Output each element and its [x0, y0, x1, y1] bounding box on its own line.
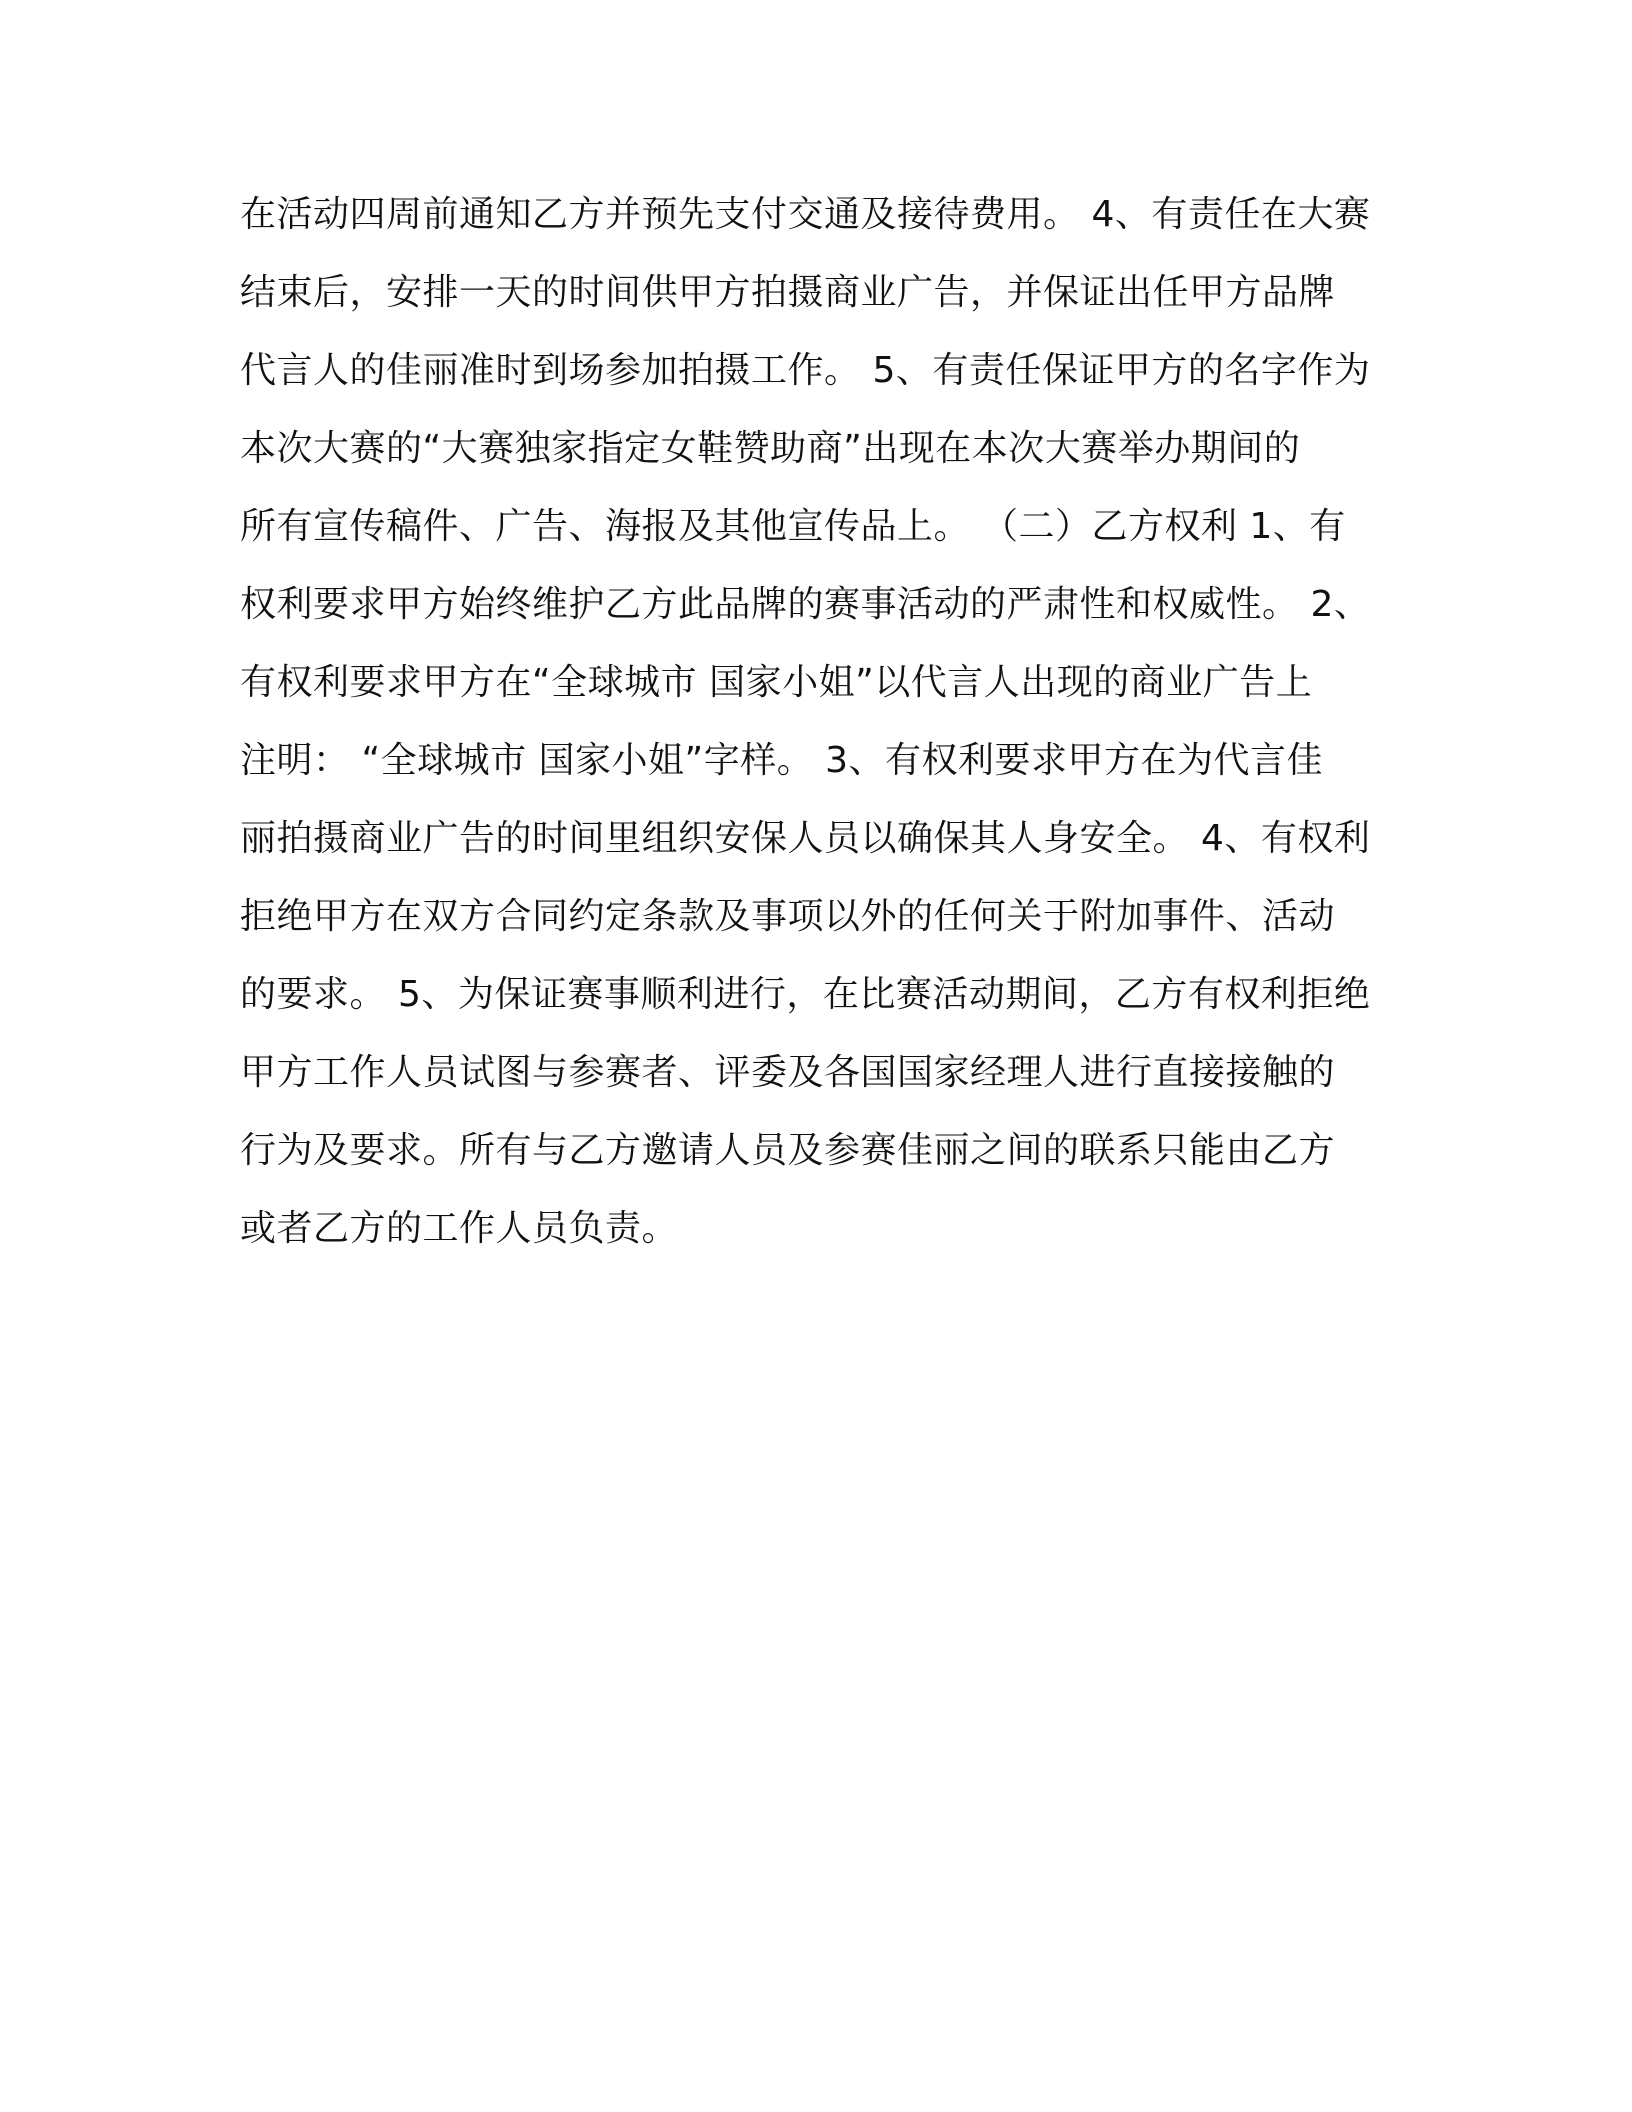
text-line: 行为及要求。所有与乙方邀请人员及参赛佳丽之间的联系只能由乙方	[240, 1130, 1336, 1171]
text-line: 甲方工作人员试图与参赛者、评委及各国国家经理人进行直接接触的	[240, 1052, 1336, 1093]
contract-body-text	[240, 176, 1400, 1268]
text-line: 有权利要求甲方在“全球城市 国家小姐”以代言人出现的商业广告上	[240, 662, 1313, 703]
text-line: 权利要求甲方始终维护乙方此品牌的赛事活动的严肃性和权威性。 2、	[240, 584, 1371, 625]
text-line: 在活动四周前通知乙方并预先支付交通及接待费用。 4、有责任在大赛	[240, 194, 1371, 235]
text-line: 注明： “全球城市 国家小姐”字样。 3、有权利要求甲方在为代言佳	[240, 740, 1324, 781]
text-line: 代言人的佳丽准时到场参加拍摄工作。 5、有责任保证甲方的名字作为	[240, 350, 1371, 391]
text-line: 丽拍摄商业广告的时间里组织安保人员以确保其人身安全。 4、有权利	[240, 818, 1371, 859]
text-line: 的要求。 5、为保证赛事顺利进行，在比赛活动期间，乙方有权利拒绝	[240, 974, 1371, 1015]
text-line: 拒绝甲方在双方合同约定条款及事项以外的任何关于附加事件、活动	[240, 896, 1336, 937]
text-line: 所有宣传稿件、广告、海报及其他宣传品上。 （二）乙方权利 1、有	[240, 506, 1346, 547]
text-line: 结束后，安排一天的时间供甲方拍摄商业广告，并保证出任甲方品牌	[240, 272, 1336, 313]
text-line: 本次大赛的“大赛独家指定女鞋赞助商”出现在本次大赛举办期间的	[240, 428, 1301, 469]
text-line: 或者乙方的工作人员负责。	[240, 1208, 679, 1249]
